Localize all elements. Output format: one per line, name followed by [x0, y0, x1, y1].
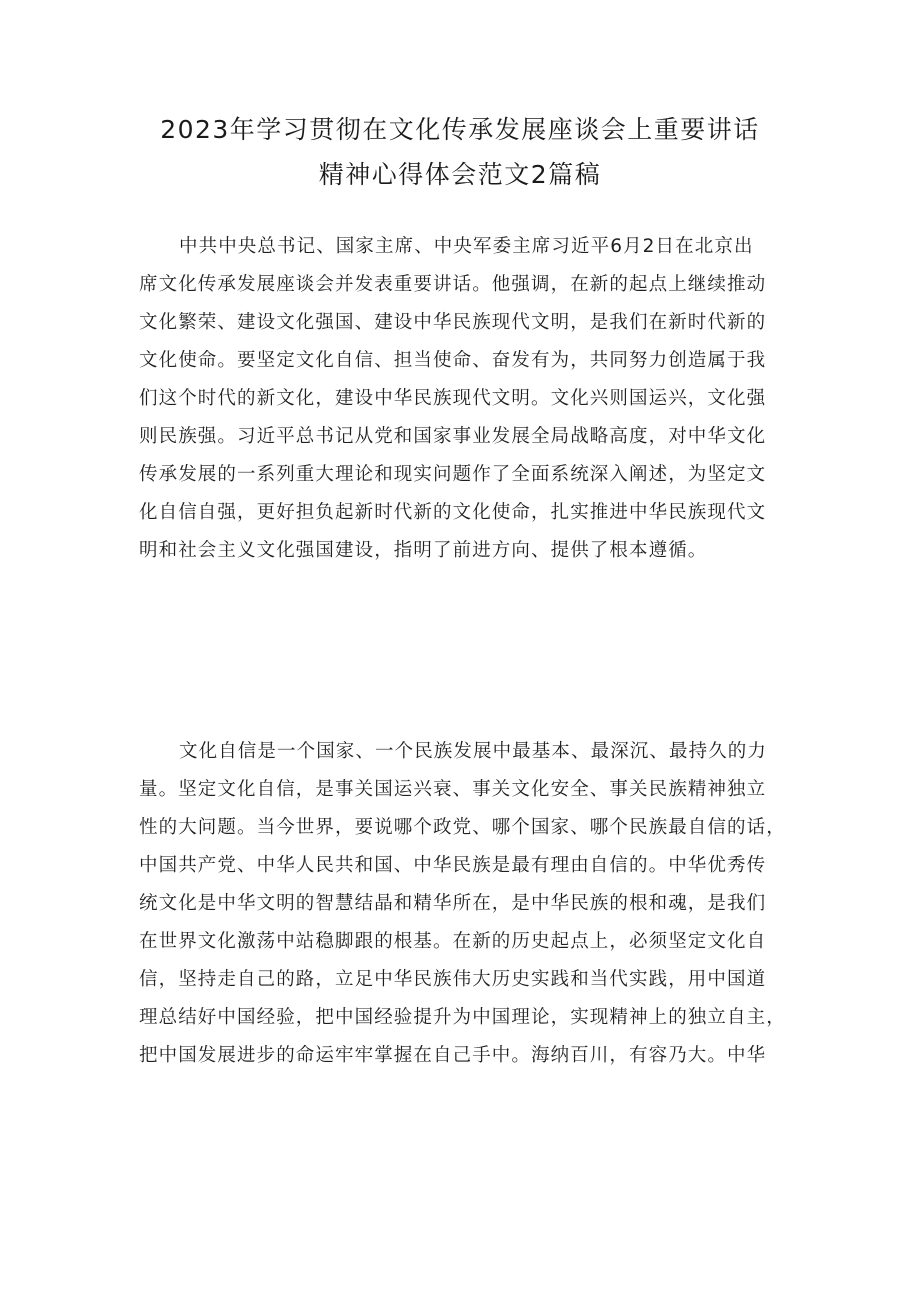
- paragraph-line: 文化自信是一个国家、一个民族发展中最基本、最深沉、最持久的力: [179, 741, 768, 762]
- paragraph-line: 席文化传承发展座谈会并发表重要讲话。他强调，在新的起点上继续推动: [139, 274, 767, 295]
- document-title-line-1: 2023年学习贯彻在文化传承发展座谈会上重要讲话: [160, 115, 760, 144]
- paragraph-line: 中共中央总书记、国家主席、中央军委主席习近平6月2日在北京出: [179, 236, 754, 257]
- paragraph-line: 在世界文化激荡中站稳脚跟的根基。在新的历史起点上，必须坚定文化自: [139, 931, 767, 952]
- paragraph-line: 理总结好中国经验，把中国经验提升为中国理论，实现精神上的独立自主，: [139, 1007, 786, 1028]
- paragraph-line: 文化使命。要坚定文化自信、担当使命、奋发有为，共同努力创造属于我: [139, 350, 767, 371]
- paragraph-line: 量。坚定文化自信，是事关国运兴衰、事关文化安全、事关民族精神独立: [139, 779, 767, 800]
- paragraph-line: 信，坚持走自己的路，立足中华民族伟大历史实践和当代实践，用中国道: [139, 969, 767, 990]
- paragraph-line: 统文化是中华文明的智慧结晶和精华所在，是中华民族的根和魂，是我们: [139, 893, 767, 914]
- paragraph-line: 文化繁荣、建设文化强国、建设中华民族现代文明，是我们在新时代新的: [139, 312, 767, 333]
- paragraph-line: 传承发展的一系列重大理论和现实问题作了全面系统深入阐述，为坚定文: [139, 464, 767, 485]
- paragraph-line: 则民族强。习近平总书记从党和国家事业发展全局战略高度，对中华文化: [139, 426, 767, 447]
- document-title-line-2: 精神心得体会范文2篇稿: [318, 160, 602, 189]
- paragraph-line: 明和社会主义文化强国建设，指明了前进方向、提供了根本遵循。: [139, 540, 708, 561]
- paragraph-2: [139, 733, 799, 1075]
- paragraph-line: 性的大问题。当今世界，要说哪个政党、哪个国家、哪个民族最自信的话，: [139, 817, 786, 838]
- paragraph-line: 中国共产党、中华人民共和国、中华民族是最有理由自信的。中华优秀传: [139, 855, 767, 876]
- paragraph-line: 把中国发展进步的命运牢牢掌握在自己手中。海纳百川，有容乃大。中华: [139, 1045, 767, 1066]
- paragraph-line: 们这个时代的新文化，建设中华民族现代文明。文化兴则国运兴，文化强: [139, 388, 767, 409]
- paragraph-line: 化自信自强，更好担负起新时代新的文化使命，扎实推进中华民族现代文: [139, 502, 767, 523]
- paragraph-1: [139, 228, 799, 570]
